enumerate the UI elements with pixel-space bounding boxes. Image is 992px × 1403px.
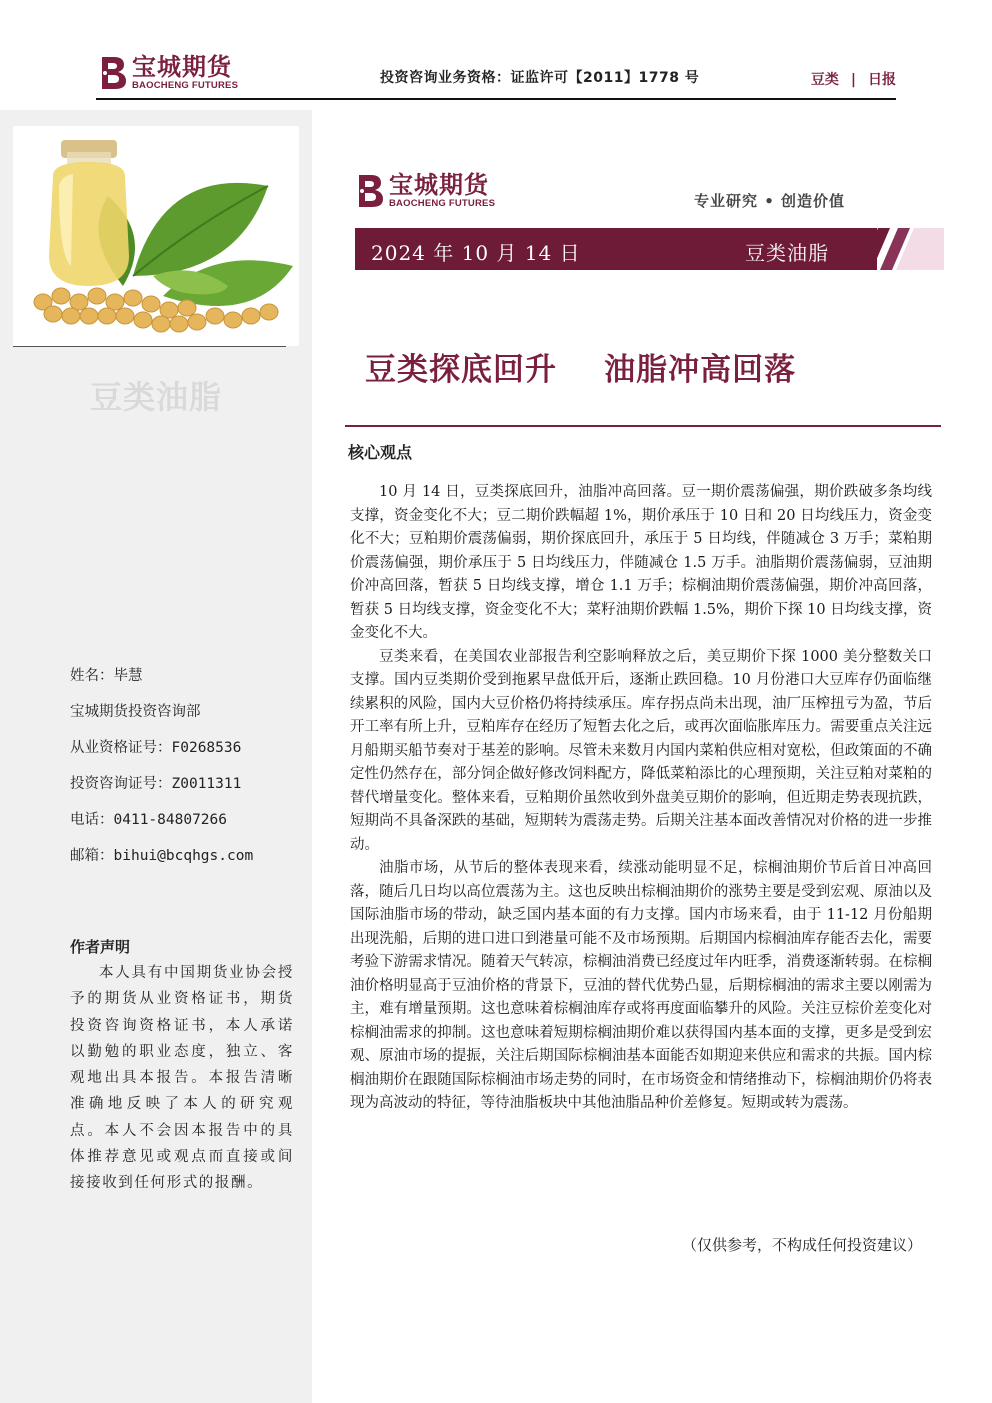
logo-cn-text: 宝城期货 (132, 52, 232, 81)
headline: 豆类探底回升 油脂冲高回落 (365, 352, 797, 388)
contact-email: 邮箱：bihui@bcqhgs.com (70, 848, 254, 864)
core-view-label: 核心观点 (348, 443, 413, 462)
report-date: 2024 年 10 月 14 日 (371, 241, 581, 265)
brand-b-icon (355, 173, 385, 209)
decorative-stripes (860, 228, 944, 270)
logo-en-text: BAOCHENG FUTURES (389, 198, 496, 209)
brand-b-icon (98, 55, 128, 91)
contact-license: 从业资格证号：F0268536 (70, 740, 242, 756)
disclaimer-note: （仅供参考，不构成任何投资建议） (681, 1236, 922, 1254)
contact-name: 姓名：毕慧 (70, 668, 143, 684)
contact-consult-license: 投资咨询证号：Z0011311 (70, 776, 242, 792)
sidebar-category: 豆类油脂 (90, 378, 223, 416)
main-logo (355, 172, 495, 209)
contact-department: 宝城期货投资咨询部 (70, 704, 201, 720)
logo-en-text: BAOCHENG FUTURES (132, 80, 239, 91)
disclaimer-body: 本人具有中国期货业协会授予的期货从业资格证书，期货投资咨询资格证书，本人承诺以勤勉的职业态度，独立、客观地出具本报告。本报告清晰准确地反映了本人的研究观点。本人不会因本报告中的具体推荐意见或观点而直接或间接接收到任何形式的报酬。 (70, 965, 294, 1192)
tag-type: 日报 (868, 72, 896, 88)
soybean-oil-image (13, 126, 299, 346)
logo-cn-text: 宝城期货 (389, 170, 489, 199)
paragraph-soy: 豆类来看，在美国农业部报告利空影响释放之后，美豆期价下探 1000 美分整数关口支撑。国内豆类期价受到拖累早盘低开后，逐渐止跌回稳。10 月份港口大豆库存仍面临继续累积的风险，国内大豆价格仍将持续承压。库存拐点尚未出现，油厂压榨扭亏为盈，节后开工率有所上升，豆粕库存在经历了短暂去化之后，或再次面临胀库压力。需要重点关注远月船期买船节奏对于基差的影响。尽管未来数月内国内菜粕供应相对宽松，但政策面的不确定性仍然存在，部分饲企做好修改饲料配方，降低菜粕添比的心理预期，关注豆粕对菜粕的替代增量变化。整体来看，豆粕期价虽然收到外盘美豆期价的影响，但近期走势表现抗跌，短期尚不具备深跌的基础，短期转为震荡走势。后期关注基本面改善情况对价格的进一步推动。 (350, 648, 932, 853)
date-bar (355, 228, 877, 270)
license-text: 投资咨询业务资格：证监许可【2011】1778 号 (380, 70, 700, 86)
contact-phone: 电话：0411-84807266 (70, 812, 227, 828)
slogan: 专业研究 • 创造价值 (694, 192, 846, 210)
header-logo (98, 54, 238, 91)
paragraph-summary: 10 月 14 日，豆类探底回升，油脂冲高回落。豆一期价震荡偏强，期价跌破多条均线支撑，资金变化不大；豆二期价跌幅超 1%，期价承压于 10 日和 20 日均线压力，资金变化不大；豆粕期价震荡偏弱，期价探底回升，承压于 5 日均线，伴随减仓 3 万手；菜粕期价震荡偏强，期价承压于 5 日均线压力，伴随减仓 1.5 万手。油脂期价震荡偏弱，豆油期价冲高回落，暂获 5 日均线支撑，增仓 1.1 万手；棕榈油期价震荡偏强，期价冲高回落，暂获 5 日均线支撑，资金变化不大；菜籽油期价跌幅 1.5%，期价下探 10 日均线支撑，资金变化不大。 (350, 484, 932, 641)
report-category: 豆类油脂 (745, 241, 829, 265)
contact-info (70, 666, 310, 882)
tag-separator: | (850, 72, 856, 88)
sidebar-rule (13, 346, 286, 347)
headline-rule (345, 425, 941, 427)
disclaimer-title: 作者声明 (70, 938, 131, 956)
tag-category: 豆类 (810, 72, 839, 88)
report-body (350, 481, 932, 1116)
header-rule (96, 98, 896, 100)
header-tags (811, 69, 896, 89)
paragraph-oil: 油脂市场，从节后的整体表现来看，续涨动能明显不足，棕榈油期价节后首日冲高回落，随后几日均以高位震荡为主。这也反映出棕榈油期价的涨势主要是受到宏观、原油以及国际油脂市场的带动，缺乏国内基本面的有力支撑。国内市场来看，由于 11-12 月份船期出现洗船，后期的进口进口到港量可能不及市场预期。后期国内棕榈油库存能否去化，需要考验下游需求情况。随着天气转凉，棕榈油消费已经度过年内旺季，消费逐渐转弱。在棕榈油价格明显高于豆油价格的背景下，豆油的替代优势凸显，后期棕榈油的需求主要以刚需为主，难有增量预期。这也意味着棕榈油库存或将再度面临攀升的风险。关注豆棕价差变化对棕榈油需求的抑制。这也意味着短期棕榈油期价难以获得国内基本面的支撑，更多是受到宏观、原油市场的提振，关注后期国际棕榈油基本面能否如期迎来供应和需求的共振。国内棕榈油期价在跟随国际棕榈油市场走势的同时，在市场资金和情绪推动下，棕榈油期价仍将表现为高波动的特征，等待油脂板块中其他油脂品种价差修复。短期或转为震荡。 (350, 860, 932, 1111)
